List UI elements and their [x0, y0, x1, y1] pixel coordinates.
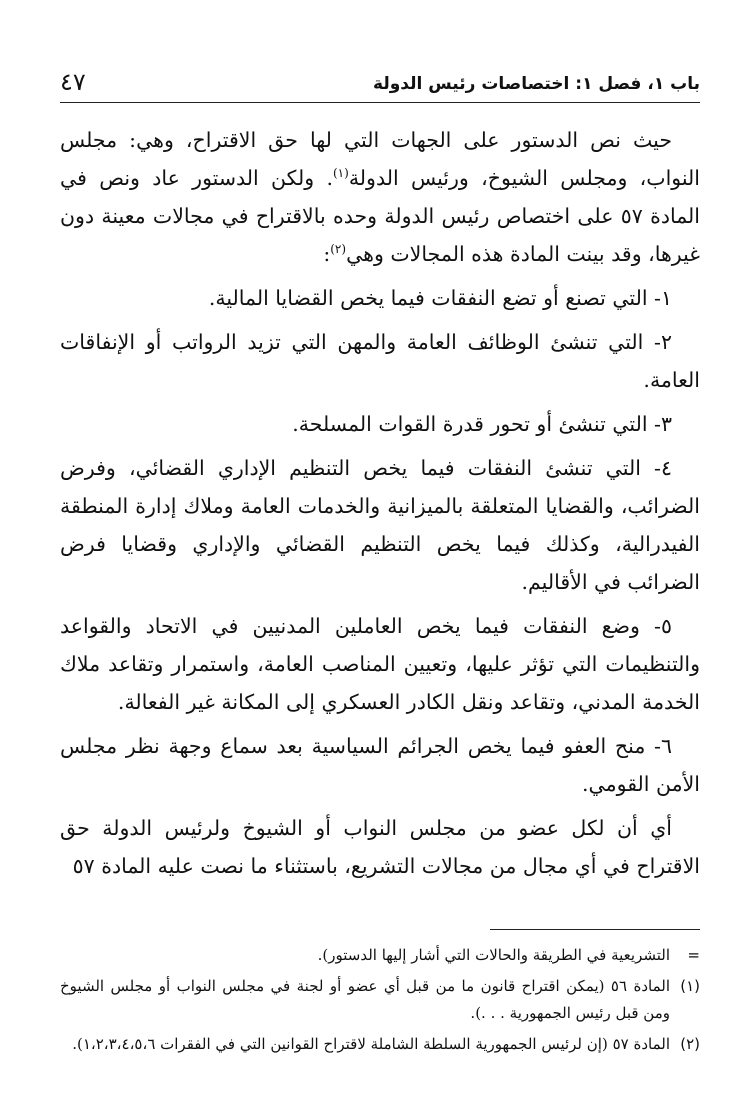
footnote-ref-2: (٢): [330, 242, 347, 257]
page-header: [60, 68, 700, 103]
intro-paragraph: [60, 121, 700, 273]
footnote-text: المادة ٥٧ (إن لرئيس الجمهورية السلطة الشاملة لاقتراح القوانين التي في الفقرات ١،٢،٣،٤،٥،٦).: [72, 1035, 670, 1053]
list-item-6: ٦- منح العفو فيما يخص الجرائم السياسية بعد سماع وجهة نظر مجلس الأمن القومي.: [60, 734, 700, 796]
footnote-text: المادة ٥٦ (يمكن اقتراح قانون ما من قبل أي عضو أو لجنة في مجلس النواب أو مجلس الشيوخ ومن قبل رئيس الجمهورية . . .).: [60, 977, 670, 1022]
footnote-divider: [490, 929, 700, 930]
list-item-5: ٥- وضع النفقات فيما يخص العاملين المدنيين في الاتحاد والقواعد والتنظيمات التي تؤثر عليها، وتعيين المناصب العامة، واستمرار وتقاعد ملاك الخدمة المدني، وتقاعد ونقل الكادر العسكري إلى المكانة غير الفعالة.: [60, 614, 700, 714]
footnote-mark: =: [687, 946, 700, 964]
footnote-mark: (١): [680, 977, 700, 995]
page-number: ٤٧: [60, 68, 86, 96]
footnote-mark: (٢): [680, 1035, 700, 1053]
footnote-1: [60, 973, 700, 1027]
footnotes: [60, 942, 700, 1058]
intro-text-3: :: [323, 242, 331, 266]
closing-paragraph: أي أن لكل عضو من مجلس النواب أو الشيوخ ولرئيس الدولة حق الاقتراح في أي مجال من مجالات التشريع، باستثناء ما نصت عليه المادة ٥٧: [60, 816, 700, 878]
footnote-text: التشريعية في الطريقة والحالات التي أشار إليها الدستور).: [317, 946, 670, 964]
list-item-2: ٢- التي تنشئ الوظائف العامة والمهن التي تزيد الرواتب أو الإنفاقات العامة.: [60, 330, 700, 392]
footnote-2: [60, 1031, 700, 1058]
list-item-1: ١- التي تصنع أو تضع النفقات فيما يخص القضايا المالية.: [208, 286, 672, 310]
intro-text-2: . ولكن الدستور عاد ونص في المادة ٥٧ على اختصاص رئيس الدولة وحده بالاقتراح في مجالات معينة دون غيرها، وقد بينت المادة هذه المجالات وهي: [60, 166, 700, 266]
footnote-continuation: [60, 942, 700, 969]
list-item-4: ٤- التي تنشئ النفقات فيما يخص التنظيم الإداري القضائي، وفرض الضرائب، والقضايا المتعلقة بالميزانية والخدمات العامة وملاك إدارة المنطقة الفيدرالية، وكذلك فيما يخص التنظيم القضائي والإداري وقضايا فرض الضرائب في الأقاليم.: [60, 456, 700, 594]
intro-text-1: حيث نص الدستور على الجهات التي لها حق الاقتراح، وهي: مجلس النواب، ومجلس الشيوخ، ورئيس الدولة: [60, 128, 700, 190]
book-page: [60, 68, 700, 1062]
list-item-3: ٣- التي تنشئ أو تحور قدرة القوات المسلحة.: [292, 412, 672, 436]
footnote-ref-1: (١): [332, 166, 349, 181]
body-text: [60, 121, 700, 885]
running-head: باب ١، فصل ١: اختصاصات رئيس الدولة: [373, 74, 700, 94]
